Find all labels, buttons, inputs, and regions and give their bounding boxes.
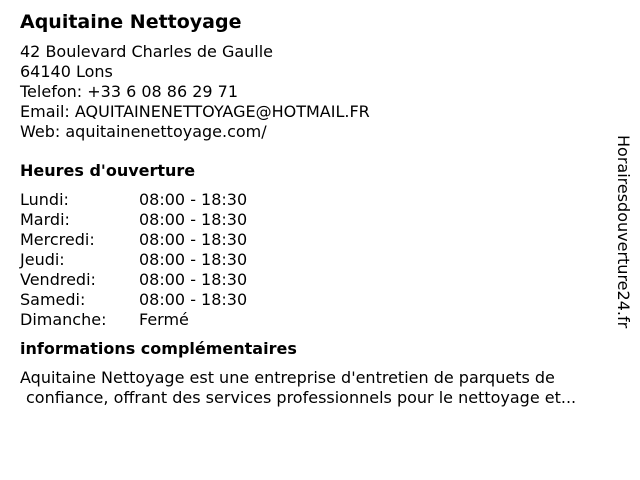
web-line: Web: aquitainenettoyage.com/ [20, 122, 267, 141]
hours-row-mercredi [20, 230, 610, 250]
hours-row-samedi [20, 290, 610, 310]
hours-day: Mercredi: [20, 230, 95, 249]
hours-title: Heures d'ouverture [20, 161, 196, 180]
hours-row-lundi [20, 190, 610, 210]
hours-time: 08:00 - 18:30 [139, 210, 248, 229]
info-title: informations complémentaires [20, 339, 297, 358]
hours-row-mardi [20, 210, 610, 230]
hours-time: 08:00 - 18:30 [139, 290, 248, 309]
hours-time: 08:00 - 18:30 [139, 190, 248, 209]
hours-day: Samedi: [20, 290, 86, 309]
hours-time: 08:00 - 18:30 [139, 230, 248, 249]
hours-row-dimanche [20, 310, 610, 330]
hours-time: Fermé [139, 310, 189, 329]
hours-time: 08:00 - 18:30 [139, 250, 248, 269]
site-watermark: Horairesdouverture24.fr [614, 135, 633, 329]
hours-day: Vendredi: [20, 270, 96, 289]
business-card [20, 10, 610, 408]
email-line: Email: AQUITAINENETTOYAGE@HOTMAIL.FR [20, 102, 370, 121]
address-city: 64140 Lons [20, 62, 113, 81]
hours-row-jeudi [20, 250, 610, 270]
hours-day: Mardi: [20, 210, 70, 229]
business-name: Aquitaine Nettoyage [20, 11, 242, 33]
phone-line: Telefon: +33 6 08 86 29 71 [20, 82, 239, 101]
hours-day: Dimanche: [20, 310, 107, 329]
description [20, 368, 620, 408]
hours-time: 08:00 - 18:30 [139, 270, 248, 289]
address-street: 42 Boulevard Charles de Gaulle [20, 42, 274, 61]
hours-day: Jeudi: [20, 250, 65, 269]
hours-row-vendredi [20, 270, 610, 290]
description-line-1: Aquitaine Nettoyage est une entreprise d'entretien de parquets de [20, 368, 555, 387]
description-line-2: confiance, offrant des services professionnels pour le nettoyage et... [26, 388, 577, 407]
hours-table [20, 190, 610, 330]
hours-day: Lundi: [20, 190, 69, 209]
